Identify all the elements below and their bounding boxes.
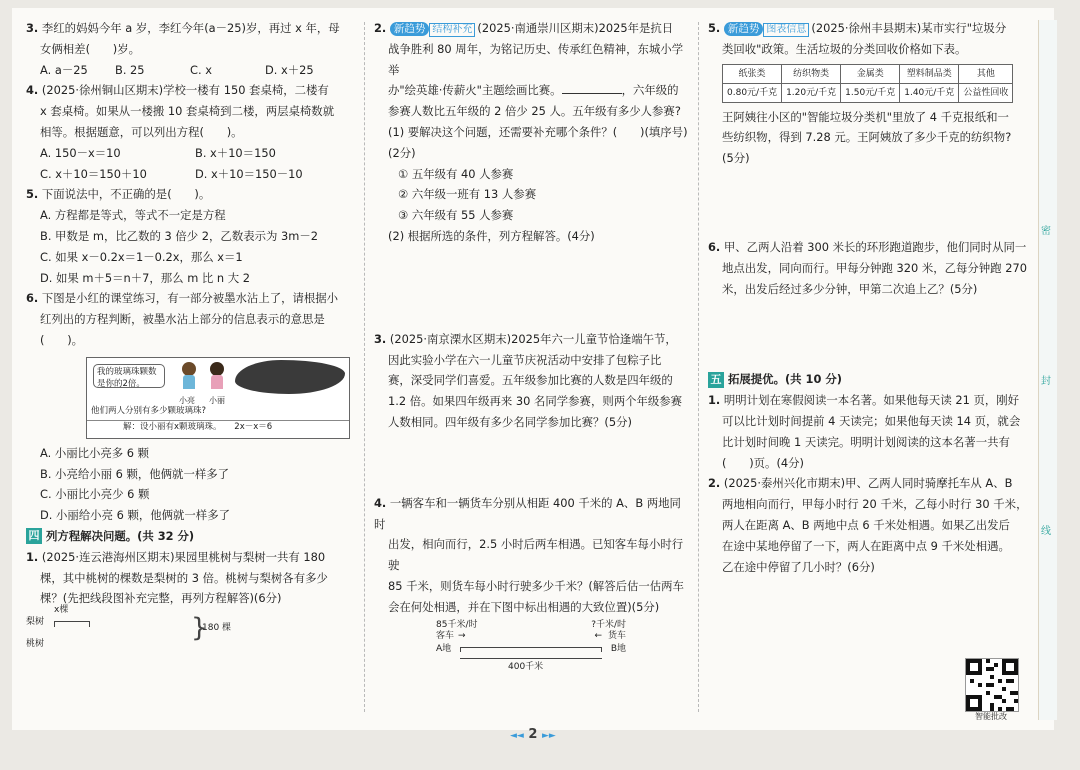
truck-speed-label: ?千米/时 — [591, 619, 626, 630]
question-text: 地点出发，同向而行。甲每分钟跑 320 米，乙每分钟跑 270 — [722, 260, 1027, 275]
road-diagram — [436, 618, 626, 688]
question-text: 甲、乙两人沿着 300 米长的环形跑道跑步，他们同时从同一 — [723, 239, 1027, 254]
question-text: 些纺织物，得到 7.28 元。王阿姨放了多少千克的纺织物? — [722, 130, 1012, 145]
figure-question: 他们两人分别有多少颗玻璃珠? — [91, 405, 207, 416]
question-text: 会在何处相遇，并在下图中标出相遇的大致位置)(5分) — [388, 599, 660, 614]
option-c[interactable]: C. 如果 x－0.2x＝1－0.2x，那么 x＝1 — [40, 249, 243, 264]
kid-name-xiaoli: 小丽 — [209, 395, 225, 405]
pear-label: 梨树 — [26, 617, 45, 628]
section5-question-1: 1. 明明计划在寒假阅读一本名著。如果他每天读 21 页，刚好 可以比计划时间提前 4 天读完；如果他每天读 14 页，就会 比计划时间晚 1 天读完。明明计划阅读的这本名著一共有 ( )页。(4分) — [708, 390, 1028, 473]
fill-blank[interactable] — [562, 83, 622, 94]
section-title: 拓展提优。(共 10 分) — [728, 372, 842, 387]
segment-diagram — [26, 605, 356, 653]
section-badge: 四 — [26, 528, 42, 544]
table-header: 纸张类 — [723, 64, 782, 83]
question-text: 下面说法中，不正确的是( )。 — [41, 187, 211, 202]
option-d[interactable]: D. x＋10＝150－10 — [195, 166, 303, 181]
answer-space[interactable] — [374, 433, 692, 493]
section-badge: 五 — [708, 372, 724, 388]
question-text: 相等。根据题意，可以列出方程( )。 — [40, 124, 243, 139]
question-text: (2025·徐州铜山区期末)学校一楼有 150 套桌椅，二楼有 — [41, 83, 329, 98]
option-c[interactable]: C. x — [190, 62, 212, 77]
distance-label: 400千米 — [508, 661, 544, 672]
ink-blot — [235, 360, 345, 394]
question-text: 米，出发后经过多少分钟，甲第二次追上乙？(5分) — [722, 281, 978, 296]
question-text: 人数相同。四年级有多少名同学参加比赛？(5分) — [388, 414, 632, 429]
option-b[interactable]: B. 甲数是 m，比乙数的 3 倍少 2，乙数表示为 3m－2 — [40, 228, 318, 243]
question-text: (5分) — [722, 151, 750, 166]
binding-mark: 密 — [1041, 226, 1051, 237]
figure-solution: 解：设小丽有x颗玻璃珠。 2x－x＝6 — [87, 420, 349, 433]
point-a-label: A地 — [436, 643, 452, 654]
option-d[interactable]: D. 小丽给小亮 6 颗，他俩就一样多了 — [40, 508, 230, 523]
question-text: 战争胜利 80 周年，为铭记历史、传承红色精神，东城小学举 — [388, 41, 684, 77]
left-column — [26, 18, 356, 653]
question-5: 5. 下面说法中，不正确的是( )。 A. 方程都是等式，等式不一定是方程 B. 甲数是 m，比乙数的 3 倍少 2，乙数表示为 3m－2 C. 如果 x－0.2x＝1－0.2x，那么 x＝1 D. 如果 m＋5＝n＋7，那么 m 比 n 大 2 — [26, 184, 356, 288]
question-text: 明明计划在寒假阅读一本名著。如果他每天读 21 页，刚好 — [723, 393, 1020, 408]
table-cell: 1.20元/千克 — [782, 83, 841, 102]
options — [26, 60, 356, 81]
question-text: 参赛人数比五年级的 2 倍少 25 人。五年级有多少人参赛? — [388, 104, 681, 119]
girl-illustration — [207, 362, 227, 392]
question-2: 2. 新趋势 结构补充 (2025·南通崇川区期末)2025年是抗日 战争胜利 80 周年，为铭记历史、传承红色精神，东城小学举 办"绘英雄·传薪火"主题绘画比赛。 ，六年级的 参赛人数比五年级的 2 倍少 25 人。五年级有多少人参赛? (1) 要解决这个问题，还需要补充哪个条件？( )(填序号)(2分) ① 五年级有 40 人参赛 ② 六年级一班有 13 人参赛 ③ 六年级有 55 人参赛 (2) 根据所选的条件，列方程解答。(4分) — [374, 18, 692, 247]
question-text: 下图是小红的课堂练习，有一部分被墨水沾上了，请根据小 — [41, 291, 339, 306]
new-trend-tag: 新趋势 — [724, 22, 764, 36]
option-d[interactable]: D. 如果 m＋5＝n＋7，那么 m 比 n 大 2 — [40, 270, 251, 285]
left-arrow-icon: ← — [594, 630, 602, 641]
question-text: (2025·泰州兴化市期末)甲、乙两人同时骑摩托车从 A、B — [723, 476, 1013, 491]
question-3: 3. (2025·南京溧水区期末)2025年六一儿童节恰逢端午节， 因此实验小学在六一儿童节庆祝活动中安排了包粽子比 赛，深受同学们喜爱。五年级参加比赛的人数是四年级的 1.2 倍。如果四年级再来 30 名同学参赛，则两个年级参赛 人数相同。四年级有多少名同学参加比赛？(5分) — [374, 329, 692, 433]
question-text: 办"绘英雄·传薪火"主题绘画比赛。 — [388, 83, 562, 98]
options — [26, 143, 356, 164]
question-text: 类回收"政策。生活垃圾的分类回收价格如下表。 — [722, 41, 967, 56]
section-4-header — [26, 526, 356, 547]
table-header: 其他 — [959, 64, 1013, 83]
question-text: 红列出的方程判断，被墨水沾上部分的信息表示的意思是 — [40, 312, 325, 327]
options — [26, 164, 356, 185]
qr-label: 智能批改 — [975, 712, 1007, 721]
table-cell: 0.80元/千克 — [723, 83, 782, 102]
question-text: 棵，其中桃树的棵数是梨树的 3 倍。桃树与梨树各有多少 — [40, 570, 328, 585]
bus-label: 客车 — [436, 630, 455, 641]
question-text: 出发，相向而行，2.5 小时后两车相遇。已知客车每小时行驶 — [388, 537, 684, 573]
middle-column — [374, 18, 692, 688]
boy-illustration — [179, 362, 199, 392]
question-text: 1.2 倍。如果四年级再来 30 名同学参赛，则两个年级参赛 — [388, 394, 683, 409]
answer-space[interactable] — [374, 247, 692, 329]
choice-3[interactable]: ③ 六年级有 55 人参赛 — [398, 208, 514, 223]
question-4: 4. 一辆客车和一辆货车分别从相距 400 千米的 A、B 两地同时 出发，相向而行，2.5 小时后两车相遇。已知客车每小时行驶 85 千米，则货车每小时行驶多少千米？(解答后估一估两车 会在何处相遇，并在下图中标出相遇的大致位置)(5分) 85千米/时 ?千米/时 客车 → ← 货车 A地 B地 400千米 — [374, 493, 692, 688]
option-a[interactable]: A. 150－x＝10 — [40, 145, 121, 160]
question-text: 女俩相差( )岁。 — [40, 41, 141, 56]
pear-segment — [54, 621, 90, 627]
page-number: ◄◄ 2 ►► — [510, 727, 556, 742]
question-text: ( )页。(4分) — [722, 455, 804, 470]
kid-name-xiaoliang: 小亮 — [179, 395, 195, 405]
table-header: 塑料制品类 — [900, 64, 959, 83]
option-a[interactable]: A. a－25 — [40, 62, 88, 77]
table-header-row — [723, 64, 1013, 83]
qr-code[interactable] — [965, 658, 1019, 712]
right-arrow-icon: → — [458, 630, 466, 641]
question-text: 在途中某地停留了一下，两人在距离中点 9 千米处相遇。 — [722, 538, 1010, 553]
category-tag: 结构补充 — [429, 23, 475, 37]
next-page-icon[interactable]: ►► — [541, 731, 556, 741]
option-b[interactable]: B. 小亮给小丽 6 颗，他俩就一样多了 — [40, 466, 230, 481]
question-text: 李红的妈妈今年 a 岁，李红今年(a－25)岁，再过 x 年，母 — [41, 21, 340, 35]
table-header: 纺织物类 — [782, 64, 841, 83]
option-b[interactable]: B. 25 — [115, 62, 145, 77]
option-a[interactable]: A. 方程都是等式，等式不一定是方程 — [40, 208, 226, 223]
speech-bubble: 我的玻璃珠颗数是你的2倍。 — [93, 364, 165, 388]
binding-mark: 封 — [1041, 376, 1051, 387]
section-5-header — [708, 369, 1028, 390]
section5-question-2: 2. (2025·泰州兴化市期末)甲、乙两人同时骑摩托车从 A、B 两地相向而行，甲每小时行 20 千米，乙每小时行 30 千米， 两人在距离 A、B 两地中点 6 千米处相遇。如果乙出发后 在途中某地停留了一下，两人在距离中点 9 千米处相遇。 乙在途中停留了几小时？(6分) — [708, 473, 1028, 577]
new-trend-tag: 新趋势 — [390, 22, 430, 36]
peach-label: 桃树 — [26, 639, 45, 650]
sub-question-1: (1) 要解决这个问题，还需要补充哪个条件？( )(填序号)(2分) — [388, 124, 688, 160]
option-c[interactable]: C. x＋10＝150＋10 — [40, 166, 147, 181]
recycling-price-table — [722, 64, 1013, 103]
answer-space[interactable] — [708, 299, 1028, 369]
table-row — [723, 83, 1013, 102]
question-text: 一辆客车和一辆货车分别从相距 400 千米的 A、B 两地同时 — [374, 495, 681, 531]
question-text: 因此实验小学在六一儿童节庆祝活动中安排了包粽子比 — [388, 352, 662, 367]
table-cell: 公益性回收 — [959, 83, 1013, 102]
question-4: 4. (2025·徐州铜山区期末)学校一楼有 150 套桌椅，二楼有 x 套桌椅。如果从一楼搬 10 套桌椅到二楼，两层桌椅数就 相等。根据题意，可以列出方程( )。 A. 150－x＝10 B. x＋10＝150 C. x＋10＝150＋10 D. x＋10＝150－10 — [26, 80, 356, 184]
point-b-label: B地 — [610, 643, 626, 654]
option-b[interactable]: B. x＋10＝150 — [195, 145, 276, 160]
question-text: (2025·南京溧水区期末)2025年六一儿童节恰逢端午节， — [389, 331, 677, 346]
question-text: 乙在途中停留了几小时？(6分) — [722, 559, 875, 574]
option-c[interactable]: C. 小丽比小亮少 6 颗 — [40, 487, 150, 502]
option-a[interactable]: A. 小丽比小亮多 6 颗 — [40, 445, 150, 460]
table-cell: 1.40元/千克 — [900, 83, 959, 102]
table-header: 金属类 — [841, 64, 900, 83]
section4-question-1: 1. (2025·连云港海州区期末)果园里桃树与梨树一共有 180 棵，其中桃树的棵数是梨树的 3 倍。桃树与梨树各有多少 棵？(先把线段图补充完整，再列方程解答)(6分) x棵 梨树 桃树 } 180 棵 — [26, 547, 356, 653]
question-text: (2025·连云港海州区期末)果园里桃树与梨树一共有 180 — [41, 549, 326, 564]
question-6: 6. 甲、乙两人沿着 300 米长的环形跑道跑步，他们同时从同一 地点出发，同向而行。甲每分钟跑 320 米，乙每分钟跑 270 米，出发后经过多少分钟，甲第二次追上乙？(5分) — [708, 237, 1028, 299]
distance-line — [460, 658, 602, 659]
qr-code-icon — [966, 659, 1018, 711]
table-cell: 1.50元/千克 — [841, 83, 900, 102]
option-d[interactable]: D. x＋25 — [265, 62, 314, 77]
road-line[interactable] — [460, 647, 602, 652]
question-text: 王阿姨往小区的"智能垃圾分类机"里放了 4 千克报纸和一 — [722, 109, 1009, 124]
bus-speed-label: 85千米/时 — [436, 619, 478, 630]
right-column — [708, 18, 1028, 577]
question-text: (2025·南通崇川区期末)2025年是抗日 — [477, 21, 674, 35]
question-text: 比计划时间晚 1 天读完。明明计划阅读的这本名著一共有 — [722, 434, 1010, 449]
question-text: x 套桌椅。如果从一楼搬 10 套桌椅到二楼，两层桌椅数就 — [40, 104, 335, 119]
choice-1[interactable]: ① 五年级有 40 人参赛 — [398, 166, 514, 181]
question-text: 可以比计划时间提前 4 天读完；如果他每天读 14 页，就会 — [722, 413, 1021, 428]
sub-question-2: (2) 根据所选的条件，列方程解答。(4分) — [388, 228, 595, 243]
question-5: 5. 新趋势 图表信息 (2025·徐州丰县期末)某市实行"垃圾分 类回收"政策。生活垃圾的分类回收价格如下表。 纸张类 纺织物类 金属类 塑料制品类 其他 0.80元/千克 1.20元/千克 1.50元/千克 1.40元/千克 公益性回收 王阿姨往小区的"智能垃圾分类机"里放了 4 千克报纸和一 些纺织物，得到 7.28 元。王阿姨放了多少千克的纺织物? (5分) — [708, 18, 1028, 169]
choice-2[interactable]: ② 六年级一班有 13 人参赛 — [398, 187, 537, 202]
x-label: x棵 — [54, 605, 69, 616]
category-tag: 图表信息 — [763, 23, 809, 37]
question-text: ( )。 — [40, 332, 84, 347]
total-label: 180 棵 — [202, 623, 232, 634]
binding-margin — [1038, 20, 1057, 720]
question-text: 两地相向而行，甲每小时行 20 千米，乙每小时行 30 千米， — [722, 497, 1028, 512]
question-text: ，六年级的 — [621, 83, 679, 98]
question-text: (2025·徐州丰县期末)某市实行"垃圾分 — [811, 21, 1007, 35]
question-text: 赛，深受同学们喜爱。五年级参加比赛的人数是四年级的 — [388, 373, 673, 388]
binding-mark: 线 — [1041, 526, 1051, 537]
question-6: 6. 下图是小红的课堂练习，有一部分被墨水沾上了，请根据小 红列出的方程判断，被墨水沾上部分的信息表示的意思是 ( )。 我的玻璃珠颗数是你的2倍。 小亮 小丽 他们两人分别有多少颗玻璃珠? 解：设小丽有x颗玻璃珠。 2x－x＝6 A. 小丽比小亮多 6 颗 B. 小亮给小丽 6 颗，他俩就一样多了 C. 小丽比小亮少 6 颗 D. 小丽给小亮 6 颗，他俩就一样多了 — [26, 288, 356, 526]
question-text: 两人在距离 A、B 两地中点 6 千米处相遇。如果乙出发后 — [722, 517, 1010, 532]
question-text: 棵？(先把线段图补充完整，再列方程解答)(6分) — [40, 591, 282, 606]
classwork-figure — [86, 357, 350, 439]
column-divider — [364, 22, 365, 712]
prev-page-icon[interactable]: ◄◄ — [510, 731, 524, 741]
brace: } — [191, 613, 208, 644]
section-title: 列方程解决问题。(共 32 分) — [46, 528, 195, 543]
column-divider — [698, 22, 699, 712]
answer-space[interactable] — [708, 169, 1028, 237]
question-text: 85 千米，则货车每小时行驶多少千米？(解答后估一估两车 — [388, 578, 684, 593]
truck-label: 货车 — [607, 630, 626, 641]
question-3: 3. 李红的妈妈今年 a 岁，李红今年(a－25)岁，再过 x 年，母 女俩相差( )岁。 A. a－25 B. 25 C. x D. x＋25 — [26, 18, 356, 80]
